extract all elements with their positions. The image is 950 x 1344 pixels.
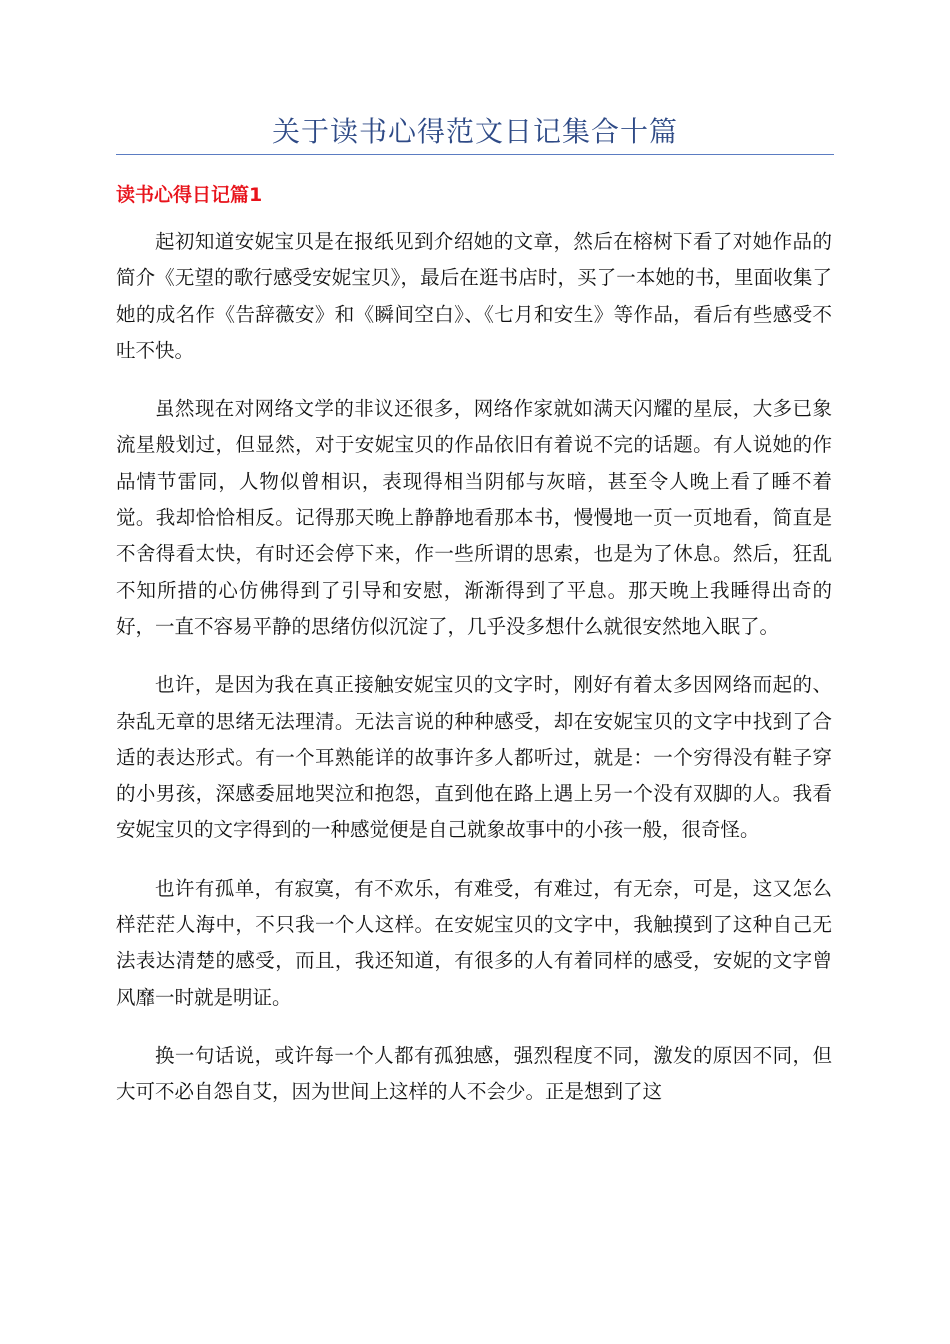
paragraph-3: 也许，是因为我在真正接触安妮宝贝的文字时，刚好有着太多因网络而起的、杂乱无章的思绪无法理清。无法言说的种种感受，却在安妮宝贝的文字中找到了合适的表达形式。有一个耳熟能详的故事许多人都听过，就是：一个穷得没有鞋子穿的小男孩，深感委屈地哭泣和抱怨，直到他在路上遇上另一个没有双脚的人。我看安妮宝贝的文字得到的一种感觉便是自己就象故事中的小孩一般，很奇怪。 [116,673,832,842]
title-divider [116,154,834,155]
section-heading: 读书心得日记篇1 [116,184,263,206]
paragraph-4: 也许有孤单，有寂寞，有不欢乐，有难受，有难过，有无奈，可是，这又怎么样茫茫人海中，不只我一个人这样。在安妮宝贝的文字中，我触摸到了这种自己无法表达清楚的感受，而且，我还知道，有很多的人有着同样的感受，安妮的文字曾风靡一时就是明证。 [116,876,832,1009]
paragraph-2: 虽然现在对网络文学的非议还很多，网络作家就如满天闪耀的星辰，大多已象流星般划过，但显然，对于安妮宝贝的作品依旧有着说不完的话题。有人说她的作品情节雷同，人物似曾相识，表现得相当阴郁与灰暗，甚至令人晚上看了睡不着觉。我却恰恰相反。记得那天晚上静静地看那本书，慢慢地一页一页地看，简直是不舍得看太快，有时还会停下来，作一些所谓的思索，也是为了休息。然后，狂乱不知所措的心仿佛得到了引导和安慰，渐渐得到了平息。那天晚上我睡得出奇的好，一直不容易平静的思绪仿似沉淀了，几乎没多想什么就很安然地入眠了。 [116,397,832,638]
paragraph-5: 换一句话说，或许每一个人都有孤独感，强烈程度不同，激发的原因不同，但大可不必自怨自艾，因为世间上这样的人不会少。正是想到了这 [116,1043,832,1104]
paragraph-1: 起初知道安妮宝贝是在报纸见到介绍她的文章，然后在榕树下看了对她作品的简介《无望的歌行感受安妮宝贝》，最后在逛书店时，买了一本她的书，里面收集了她的成名作《告辞薇安》和《瞬间空白》、《七月和安生》等作品，看后有些感受不吐不快。 [116,230,832,362]
page-title: 关于读书心得范文日记集合十篇 [271,115,678,148]
document-body [116,224,832,1133]
